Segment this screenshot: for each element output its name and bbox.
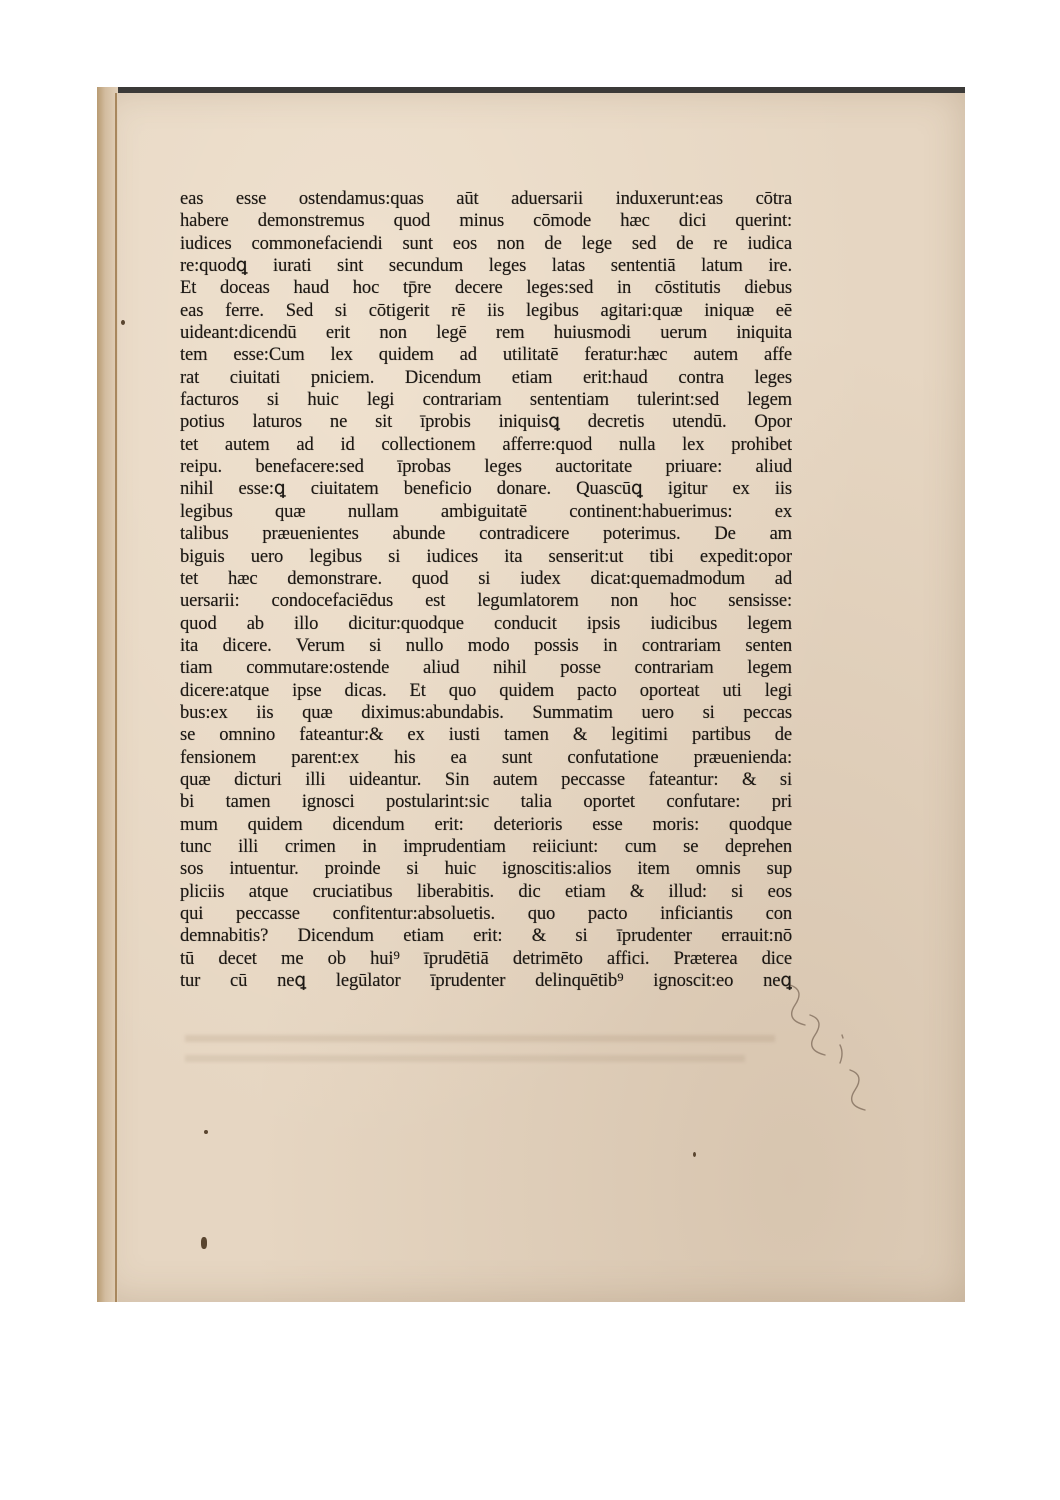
text-line: sos intuentur. proinde si huic ignoscitis:alios item omnis sup xyxy=(180,858,792,880)
watermark-flourish xyxy=(770,975,890,1115)
paper-speck xyxy=(201,1237,207,1249)
show-through-bleed xyxy=(185,1025,785,1075)
text-line: potius laturos ne sit īprobis iniquisꝗ decretis utendū. Opor xyxy=(180,411,792,433)
text-line: pliciis atque cruciatibus liberabitis. dic etiam & illud: si eos xyxy=(180,880,792,902)
text-line: tet autem ad id collectionem afferre:quod nulla lex prohibet xyxy=(180,433,792,455)
text-line: tiam commutare:ostende aliud nihil posse contrariam legem xyxy=(180,657,792,679)
text-line: se omnino fateantur:& ex iusti tamen & legitimi partibus de xyxy=(180,724,792,746)
text-line: legibus quæ nullam ambiguitatē continent:habuerimus: ex xyxy=(180,500,792,522)
text-line: eas esse ostendamus:quas aūt aduersarii induxerunt:eas cōtra xyxy=(180,188,792,209)
text-line: facturos si huic legi contrariam sententiam tulerint:sed legem xyxy=(180,389,792,411)
text-line: eas ferre. Sed si cōtigerit rē iis legibus agitari:quæ iniquæ eē xyxy=(180,299,792,321)
text-line: re:quodꝗ iurati sint secundum leges latas sententiā latum ire. xyxy=(180,255,792,277)
text-line: fensionem parent:ex his ea sunt confutatione præuenienda: xyxy=(180,746,792,768)
text-line: tur cū neꝗ legūlator īprudenter delinquētib⁹ ignoscit:eo neꝗ xyxy=(180,970,792,992)
text-line: tem esse:Cum lex quidem ad utilitatē feratur:hæc autem affe xyxy=(180,344,792,366)
text-line: Et doceas haud hoc tp̄re decere leges:sed in cōstitutis diebus xyxy=(180,277,792,299)
text-line: talibus præuenientes abunde contradicere poterimus. De am xyxy=(180,523,792,545)
text-line: quæ dicturi illi uideantur. Sin autem peccasse fateantur: & si xyxy=(180,768,792,790)
text-line: iudices commonefaciendi sunt eos non de lege sed de re iudica xyxy=(180,232,792,254)
text-line: dicere:atque ipse dicas. Et quo quidem pacto oporteat uti legi xyxy=(180,679,792,701)
text-line: uersarii: condocefaciēdus est legumlatorem non hoc sensisse: xyxy=(180,590,792,612)
text-line: quod ab illo dicitur:quodque conducit ipsis iudicibus legem xyxy=(180,612,792,634)
text-line: reipu. benefacere:sed īprobas leges auctoritate priuare: aliud xyxy=(180,456,792,478)
text-line: tunc illi crimen in imprudentiam reiiciunt: cum se deprehen xyxy=(180,835,792,857)
text-line: mum quidem dicendum erit: deterioris esse moris: quodque xyxy=(180,813,792,835)
text-line: rat ciuitati pniciem. Dicendum etiam erit:haud contra leges xyxy=(180,366,792,388)
body-text xyxy=(180,188,792,992)
text-line: bus:ex iis quæ diximus:abundabis. Summatim uero si peccas xyxy=(180,701,792,723)
paper-speck xyxy=(121,320,125,325)
paper-speck xyxy=(693,1152,696,1157)
text-line: habere demonstremus quod minus cōmode hæc dici querint: xyxy=(180,210,792,232)
text-line: demnabitis? Dicendum etiam erit: & si īprudenter errauit:nō xyxy=(180,925,792,947)
text-line: qui peccasse confitentur:absoluetis. quo pacto inficiantis con xyxy=(180,903,792,924)
text-line: tet hæc demonstrare. quod si iudex dicat:quemadmodum ad xyxy=(180,567,792,589)
text-line: bi tamen ignosci postularint:sic talia oportet confutare: pri xyxy=(180,791,792,813)
text-line: biguis uero legibus si iudices ita senserit:ut tibi expedit:opor xyxy=(180,545,792,567)
text-line: tū decet me ob hui⁹ īprudētiā detrimēto affici. Præterea dice xyxy=(180,947,792,969)
text-line: uideant:dicendū erit non legē rem huiusmodi uerum iniquita xyxy=(180,322,792,344)
text-line: nihil esse:ꝗ ciuitatem beneficio donare. Quascūꝗ igitur ex iis xyxy=(180,478,792,500)
paper-speck xyxy=(204,1130,208,1134)
text-line: ita dicere. Verum si nullo modo possis in contrariam senten xyxy=(180,634,792,656)
page-top-edge xyxy=(118,87,965,93)
binding-fold-line xyxy=(115,93,117,1302)
